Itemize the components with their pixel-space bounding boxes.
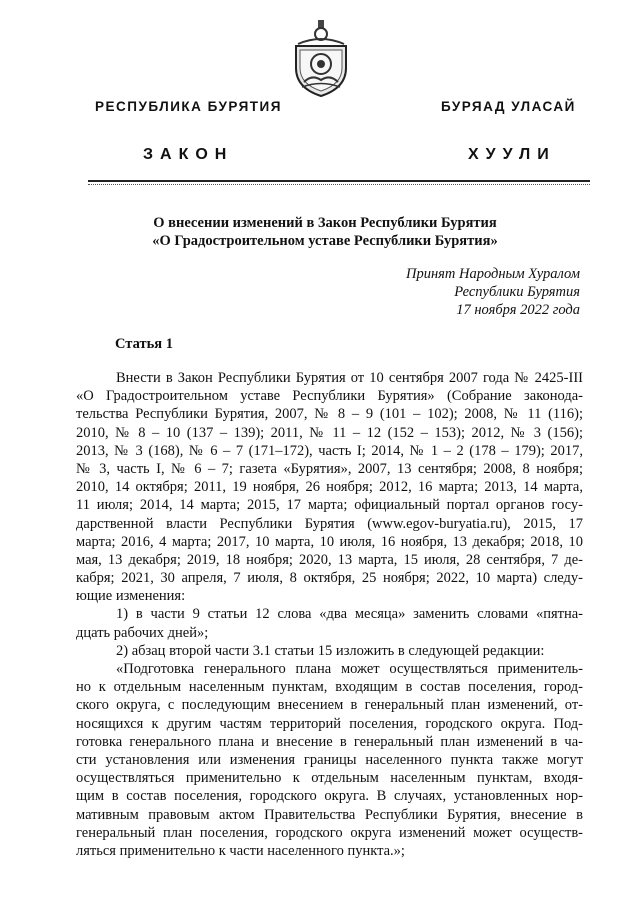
law-label-ru: ЗАКОН: [143, 146, 234, 163]
law-title-line: О внесении изменений в Закон Республики Бурятия: [153, 215, 497, 231]
body-line: 1) в части 9 статьи 12 слова «два месяца» заменить словами «пятна-: [116, 606, 583, 623]
body-line: готовка генерального плана и внесение в генеральный план изменений в ча-: [76, 733, 583, 750]
body-line: 2) абзац второй части 3.1 статьи 15 изложить в следующей редакции:: [116, 642, 545, 659]
adoption-date: 17 ноября 2022 года: [456, 302, 580, 318]
body-line: кабря; 2021, 30 апреля, 7 июля, 8 октября, 25 ноября; 2022, 10 марта) следу-: [76, 570, 583, 587]
body-line: носящихся к другим частям территорий поселения, городского округа. Под-: [76, 715, 583, 732]
republic-name-ru: РЕСПУБЛИКА БУРЯТИЯ: [95, 99, 282, 114]
body-line: генеральный план поселения, городского округа изменений может осуществ-: [76, 824, 583, 841]
body-line: тельства Республики Бурятия, 2007, № 8 – 9 (101 – 102); 2008, № 11 (116);: [76, 406, 583, 423]
coat-of-arms-icon: [292, 20, 350, 100]
adoption-line: Республики Бурятия: [454, 284, 580, 300]
body-line: 2013, № 3 (168), № 6 – 7 (171–172), часть I; 2014, № 1 – 2 (178 – 179); 2017,: [76, 442, 583, 459]
body-line: марта; 2016, 4 марта; 2017, 10 марта, 10 июля, 16 ноября, 13 декабря; 2018, 10: [76, 533, 583, 550]
body-line: ского округа, с последующим внесением в генеральный план изменений, от-: [76, 697, 583, 714]
body-line: щим в состав поселения, городского округа. В случаях, установленных нор-: [76, 788, 583, 805]
body-line: 2010, № 8 – 10 (137 – 139); 2011, № 11 – 12 (152 – 153); 2012, № 3 (156);: [76, 424, 583, 441]
body-line: ющие изменения:: [76, 588, 186, 605]
body-line: осуществляться применительно к отдельным населенным пунктам, входя-: [76, 770, 583, 787]
header-divider-dotted: [88, 184, 590, 185]
body-line: 11 июля; 2014, 14 марта; 2015, 17 марта; официальный портал органов госу-: [76, 497, 583, 514]
republic-name-bua: БУРЯАД УЛАСАЙ: [441, 99, 576, 114]
adoption-line: Принят Народным Хуралом: [405, 266, 580, 282]
body-line: дарственной власти Республики Бурятия (www.egov-buryatia.ru), 2015, 17: [76, 515, 583, 532]
body-line: «Подготовка генерального плана может осуществляться применитель-: [116, 661, 583, 677]
article-heading: Статья 1: [115, 336, 173, 352]
law-label-bua: ХУУЛИ: [468, 146, 556, 163]
body-line: мативным правовым актом Правительства Республики Бурятия, внесение в: [76, 806, 583, 823]
body-line: дцать рабочих дней»;: [76, 624, 209, 641]
article-body: [76, 369, 583, 860]
body-line: № 3, часть I, № 6 – 7; газета «Бурятия», 2007, 13 сентября; 2008, 8 ноября;: [76, 460, 583, 477]
header-divider: [88, 180, 590, 182]
body-line: «О Градостроительном уставе Республики Бурятия» (Собрание законода-: [76, 388, 583, 405]
body-line: но к отдельным населенным пунктам, входящим в состав поселения, город-: [76, 679, 583, 696]
body-line: сти установления или изменения границы населенного пункта также могут: [76, 751, 583, 768]
law-title: [70, 214, 580, 250]
body-line: ляться применительно к части населенного пункта.»;: [76, 842, 405, 859]
adoption-note: [406, 265, 580, 319]
body-line: Внести в Закон Республики Бурятия от 10 сентября 2007 года № 2425-III: [116, 370, 583, 386]
body-line: 2010, 14 октября; 2011, 19 ноября, 26 ноября; 2012, 16 марта; 2013, 14 марта,: [76, 479, 583, 496]
law-title-line: «О Градостроительном уставе Республики Бурятия»: [152, 233, 498, 249]
body-line: мая, 13 декабря; 2019, 18 ноября; 2020, 13 марта, 15 июля, 28 сентября, 7 де-: [76, 551, 583, 568]
